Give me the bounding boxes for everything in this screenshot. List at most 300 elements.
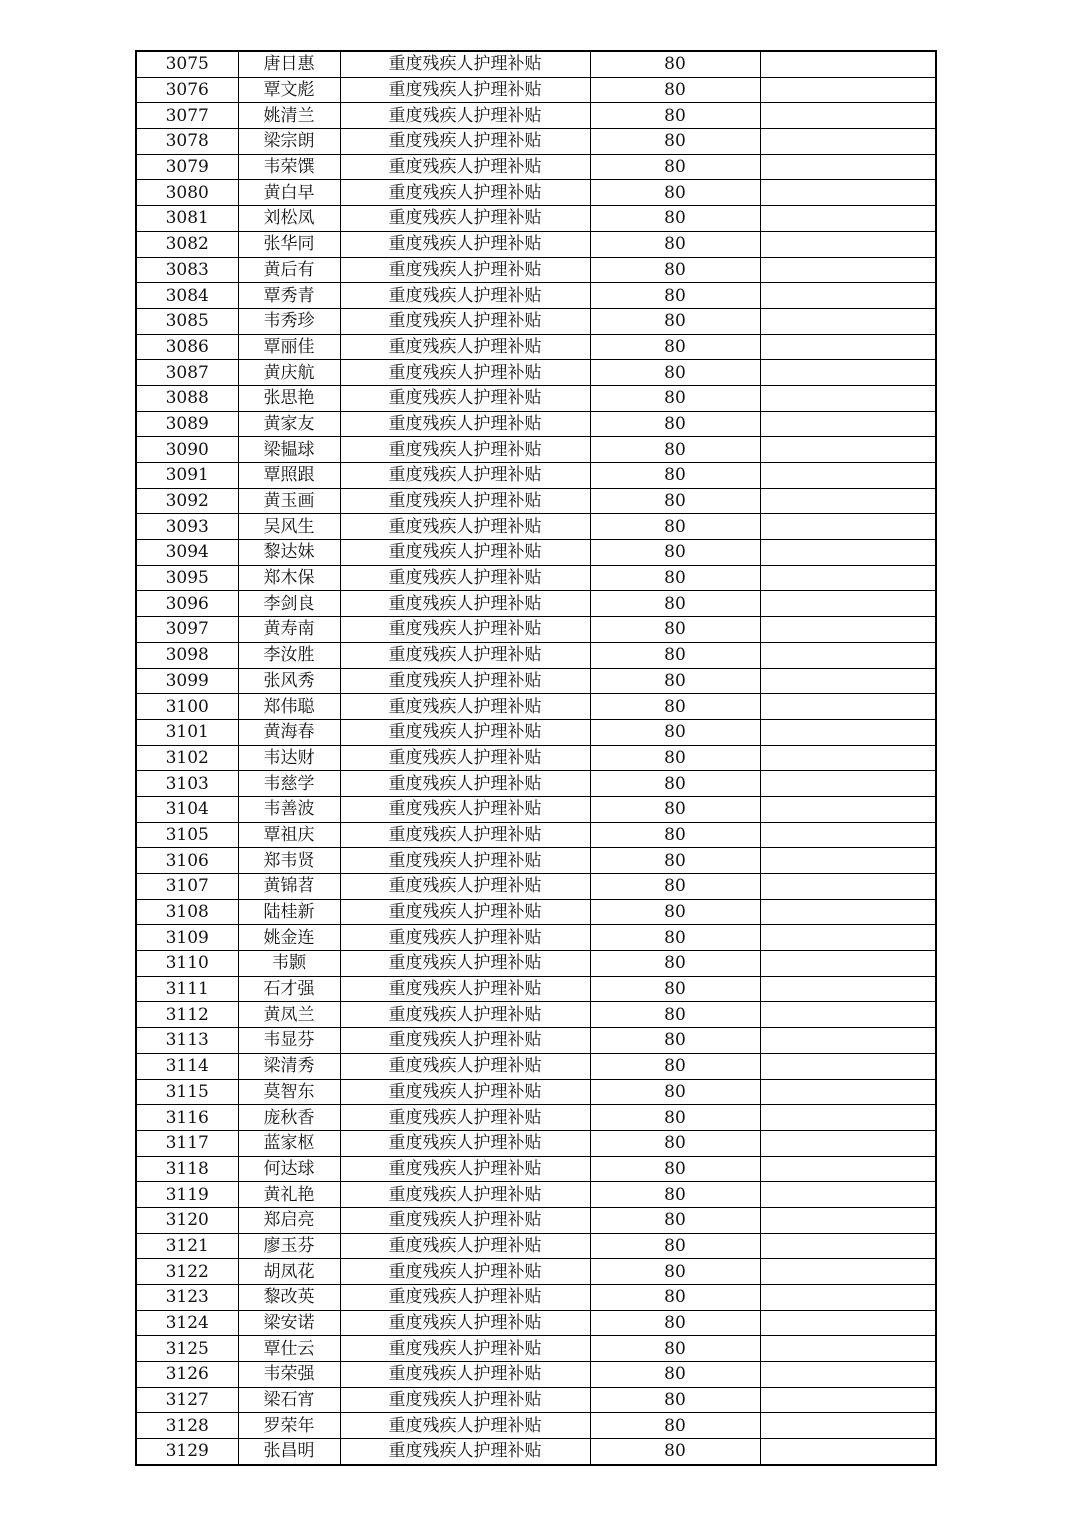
table-row bbox=[136, 308, 936, 334]
note-cell bbox=[760, 103, 936, 129]
amount-cell: 80 bbox=[590, 1362, 760, 1388]
name-cell: 覃秀青 bbox=[238, 283, 340, 309]
row-number-cell: 3078 bbox=[136, 129, 238, 155]
row-number-cell: 3121 bbox=[136, 1233, 238, 1259]
note-cell bbox=[760, 822, 936, 848]
subsidy-type-cell: 重度残疾人护理补贴 bbox=[340, 591, 590, 617]
name-cell: 黄后有 bbox=[238, 257, 340, 283]
amount-cell: 80 bbox=[590, 565, 760, 591]
row-number-cell: 3124 bbox=[136, 1310, 238, 1336]
name-cell: 韦显芬 bbox=[238, 1028, 340, 1054]
name-cell: 胡凤花 bbox=[238, 1259, 340, 1285]
row-number-cell: 3080 bbox=[136, 180, 238, 206]
amount-cell: 80 bbox=[590, 488, 760, 514]
note-cell bbox=[760, 1028, 936, 1054]
subsidy-type-cell: 重度残疾人护理补贴 bbox=[340, 1053, 590, 1079]
name-cell: 黄家友 bbox=[238, 411, 340, 437]
subsidy-type-cell: 重度残疾人护理补贴 bbox=[340, 257, 590, 283]
table-row bbox=[136, 925, 936, 951]
row-number-cell: 3091 bbox=[136, 463, 238, 489]
amount-cell: 80 bbox=[590, 437, 760, 463]
subsidy-type-cell: 重度残疾人护理补贴 bbox=[340, 308, 590, 334]
row-number-cell: 3093 bbox=[136, 514, 238, 540]
table-row bbox=[136, 617, 936, 643]
amount-cell: 80 bbox=[590, 463, 760, 489]
table-row bbox=[136, 129, 936, 155]
subsidy-type-cell: 重度残疾人护理补贴 bbox=[340, 1310, 590, 1336]
amount-cell: 80 bbox=[590, 360, 760, 386]
note-cell bbox=[760, 1439, 936, 1465]
table-row bbox=[136, 1285, 936, 1311]
row-number-cell: 3082 bbox=[136, 231, 238, 257]
row-number-cell: 3122 bbox=[136, 1259, 238, 1285]
amount-cell: 80 bbox=[590, 1105, 760, 1131]
table-row bbox=[136, 1310, 936, 1336]
name-cell: 石才强 bbox=[238, 976, 340, 1002]
note-cell bbox=[760, 51, 936, 77]
name-cell: 韦秀珍 bbox=[238, 308, 340, 334]
table-row bbox=[136, 103, 936, 129]
amount-cell: 80 bbox=[590, 308, 760, 334]
table-row bbox=[136, 1362, 936, 1388]
table-row bbox=[136, 1207, 936, 1233]
amount-cell: 80 bbox=[590, 1285, 760, 1311]
subsidy-type-cell: 重度残疾人护理补贴 bbox=[340, 1259, 590, 1285]
subsidy-type-cell: 重度残疾人护理补贴 bbox=[340, 1233, 590, 1259]
amount-cell: 80 bbox=[590, 103, 760, 129]
note-cell bbox=[760, 206, 936, 232]
row-number-cell: 3112 bbox=[136, 1002, 238, 1028]
note-cell bbox=[760, 848, 936, 874]
subsidy-type-cell: 重度残疾人护理补贴 bbox=[340, 951, 590, 977]
note-cell bbox=[760, 463, 936, 489]
name-cell: 姚金连 bbox=[238, 925, 340, 951]
table-row bbox=[136, 334, 936, 360]
table-row bbox=[136, 951, 936, 977]
table-row bbox=[136, 1413, 936, 1439]
subsidy-type-cell: 重度残疾人护理补贴 bbox=[340, 1336, 590, 1362]
amount-cell: 80 bbox=[590, 1207, 760, 1233]
row-number-cell: 3117 bbox=[136, 1130, 238, 1156]
table-body bbox=[136, 51, 936, 1465]
note-cell bbox=[760, 514, 936, 540]
table-row bbox=[136, 1130, 936, 1156]
row-number-cell: 3089 bbox=[136, 411, 238, 437]
note-cell bbox=[760, 591, 936, 617]
name-cell: 廖玉芬 bbox=[238, 1233, 340, 1259]
name-cell: 张风秀 bbox=[238, 668, 340, 694]
subsidy-type-cell: 重度残疾人护理补贴 bbox=[340, 1362, 590, 1388]
table-row bbox=[136, 1028, 936, 1054]
amount-cell: 80 bbox=[590, 540, 760, 566]
note-cell bbox=[760, 668, 936, 694]
row-number-cell: 3083 bbox=[136, 257, 238, 283]
note-cell bbox=[760, 719, 936, 745]
amount-cell: 80 bbox=[590, 1439, 760, 1465]
amount-cell: 80 bbox=[590, 1156, 760, 1182]
subsidy-type-cell: 重度残疾人护理补贴 bbox=[340, 129, 590, 155]
subsidy-type-cell: 重度残疾人护理补贴 bbox=[340, 668, 590, 694]
row-number-cell: 3092 bbox=[136, 488, 238, 514]
row-number-cell: 3120 bbox=[136, 1207, 238, 1233]
amount-cell: 80 bbox=[590, 1310, 760, 1336]
row-number-cell: 3084 bbox=[136, 283, 238, 309]
table-row bbox=[136, 822, 936, 848]
name-cell: 蓝家枢 bbox=[238, 1130, 340, 1156]
name-cell: 刘松凤 bbox=[238, 206, 340, 232]
note-cell bbox=[760, 1105, 936, 1131]
name-cell: 张思艳 bbox=[238, 385, 340, 411]
note-cell bbox=[760, 488, 936, 514]
name-cell: 黎改英 bbox=[238, 1285, 340, 1311]
subsidy-type-cell: 重度残疾人护理补贴 bbox=[340, 154, 590, 180]
row-number-cell: 3099 bbox=[136, 668, 238, 694]
amount-cell: 80 bbox=[590, 1259, 760, 1285]
amount-cell: 80 bbox=[590, 951, 760, 977]
row-number-cell: 3090 bbox=[136, 437, 238, 463]
amount-cell: 80 bbox=[590, 257, 760, 283]
subsidy-type-cell: 重度残疾人护理补贴 bbox=[340, 874, 590, 900]
amount-cell: 80 bbox=[590, 1336, 760, 1362]
subsidy-type-cell: 重度残疾人护理补贴 bbox=[340, 565, 590, 591]
table-row bbox=[136, 180, 936, 206]
name-cell: 张昌明 bbox=[238, 1439, 340, 1465]
note-cell bbox=[760, 540, 936, 566]
table-row bbox=[136, 1233, 936, 1259]
subsidy-type-cell: 重度残疾人护理补贴 bbox=[340, 231, 590, 257]
name-cell: 覃文彪 bbox=[238, 77, 340, 103]
name-cell: 梁安诺 bbox=[238, 1310, 340, 1336]
name-cell: 覃仕云 bbox=[238, 1336, 340, 1362]
subsidy-type-cell: 重度残疾人护理补贴 bbox=[340, 51, 590, 77]
table-row bbox=[136, 642, 936, 668]
amount-cell: 80 bbox=[590, 822, 760, 848]
table-row bbox=[136, 1002, 936, 1028]
amount-cell: 80 bbox=[590, 1002, 760, 1028]
table-row bbox=[136, 257, 936, 283]
subsidy-type-cell: 重度残疾人护理补贴 bbox=[340, 925, 590, 951]
amount-cell: 80 bbox=[590, 668, 760, 694]
table-row bbox=[136, 411, 936, 437]
table-row bbox=[136, 1079, 936, 1105]
note-cell bbox=[760, 771, 936, 797]
note-cell bbox=[760, 1336, 936, 1362]
subsidy-type-cell: 重度残疾人护理补贴 bbox=[340, 771, 590, 797]
note-cell bbox=[760, 976, 936, 1002]
table-row bbox=[136, 796, 936, 822]
row-number-cell: 3113 bbox=[136, 1028, 238, 1054]
amount-cell: 80 bbox=[590, 1182, 760, 1208]
subsidy-type-cell: 重度残疾人护理补贴 bbox=[340, 617, 590, 643]
table-row bbox=[136, 77, 936, 103]
name-cell: 梁韫球 bbox=[238, 437, 340, 463]
row-number-cell: 3079 bbox=[136, 154, 238, 180]
note-cell bbox=[760, 796, 936, 822]
table-row bbox=[136, 1259, 936, 1285]
row-number-cell: 3100 bbox=[136, 694, 238, 720]
amount-cell: 80 bbox=[590, 77, 760, 103]
table-row bbox=[136, 1439, 936, 1465]
name-cell: 黄礼艳 bbox=[238, 1182, 340, 1208]
note-cell bbox=[760, 231, 936, 257]
name-cell: 黄白早 bbox=[238, 180, 340, 206]
name-cell: 韦善波 bbox=[238, 796, 340, 822]
name-cell: 韦荣强 bbox=[238, 1362, 340, 1388]
note-cell bbox=[760, 257, 936, 283]
table-row bbox=[136, 565, 936, 591]
row-number-cell: 3108 bbox=[136, 899, 238, 925]
subsidy-type-cell: 重度残疾人护理补贴 bbox=[340, 437, 590, 463]
note-cell bbox=[760, 283, 936, 309]
row-number-cell: 3106 bbox=[136, 848, 238, 874]
name-cell: 韦颢 bbox=[238, 951, 340, 977]
row-number-cell: 3097 bbox=[136, 617, 238, 643]
note-cell bbox=[760, 1053, 936, 1079]
table-row bbox=[136, 771, 936, 797]
table-row bbox=[136, 51, 936, 77]
note-cell bbox=[760, 129, 936, 155]
name-cell: 莫智东 bbox=[238, 1079, 340, 1105]
table-row bbox=[136, 514, 936, 540]
row-number-cell: 3095 bbox=[136, 565, 238, 591]
amount-cell: 80 bbox=[590, 1053, 760, 1079]
subsidy-type-cell: 重度残疾人护理补贴 bbox=[340, 206, 590, 232]
row-number-cell: 3075 bbox=[136, 51, 238, 77]
row-number-cell: 3094 bbox=[136, 540, 238, 566]
row-number-cell: 3118 bbox=[136, 1156, 238, 1182]
table-row bbox=[136, 694, 936, 720]
row-number-cell: 3107 bbox=[136, 874, 238, 900]
note-cell bbox=[760, 77, 936, 103]
amount-cell: 80 bbox=[590, 283, 760, 309]
table-row bbox=[136, 1182, 936, 1208]
note-cell bbox=[760, 1362, 936, 1388]
name-cell: 罗荣年 bbox=[238, 1413, 340, 1439]
name-cell: 郑木保 bbox=[238, 565, 340, 591]
row-number-cell: 3115 bbox=[136, 1079, 238, 1105]
name-cell: 黄寿南 bbox=[238, 617, 340, 643]
table-row bbox=[136, 360, 936, 386]
amount-cell: 80 bbox=[590, 899, 760, 925]
name-cell: 韦达财 bbox=[238, 745, 340, 771]
note-cell bbox=[760, 1156, 936, 1182]
row-number-cell: 3101 bbox=[136, 719, 238, 745]
amount-cell: 80 bbox=[590, 719, 760, 745]
row-number-cell: 3081 bbox=[136, 206, 238, 232]
subsidy-type-cell: 重度残疾人护理补贴 bbox=[340, 1130, 590, 1156]
note-cell bbox=[760, 334, 936, 360]
row-number-cell: 3102 bbox=[136, 745, 238, 771]
name-cell: 陆桂新 bbox=[238, 899, 340, 925]
note-cell bbox=[760, 308, 936, 334]
note-cell bbox=[760, 617, 936, 643]
amount-cell: 80 bbox=[590, 694, 760, 720]
amount-cell: 80 bbox=[590, 1233, 760, 1259]
name-cell: 姚清兰 bbox=[238, 103, 340, 129]
amount-cell: 80 bbox=[590, 206, 760, 232]
name-cell: 黄庆航 bbox=[238, 360, 340, 386]
subsidy-type-cell: 重度残疾人护理补贴 bbox=[340, 1182, 590, 1208]
row-number-cell: 3129 bbox=[136, 1439, 238, 1465]
amount-cell: 80 bbox=[590, 334, 760, 360]
table-row bbox=[136, 540, 936, 566]
table-row bbox=[136, 1156, 936, 1182]
table-row bbox=[136, 283, 936, 309]
subsidy-type-cell: 重度残疾人护理补贴 bbox=[340, 1387, 590, 1413]
subsidy-type-cell: 重度残疾人护理补贴 bbox=[340, 1207, 590, 1233]
subsidy-type-cell: 重度残疾人护理补贴 bbox=[340, 1105, 590, 1131]
table-row bbox=[136, 385, 936, 411]
name-cell: 黄凤兰 bbox=[238, 1002, 340, 1028]
subsidy-table bbox=[135, 50, 937, 1466]
row-number-cell: 3088 bbox=[136, 385, 238, 411]
note-cell bbox=[760, 951, 936, 977]
amount-cell: 80 bbox=[590, 1079, 760, 1105]
subsidy-type-cell: 重度残疾人护理补贴 bbox=[340, 976, 590, 1002]
name-cell: 黄玉画 bbox=[238, 488, 340, 514]
note-cell bbox=[760, 154, 936, 180]
note-cell bbox=[760, 565, 936, 591]
table-row bbox=[136, 231, 936, 257]
amount-cell: 80 bbox=[590, 129, 760, 155]
subsidy-type-cell: 重度残疾人护理补贴 bbox=[340, 1413, 590, 1439]
subsidy-type-cell: 重度残疾人护理补贴 bbox=[340, 642, 590, 668]
name-cell: 韦荣馔 bbox=[238, 154, 340, 180]
subsidy-type-cell: 重度残疾人护理补贴 bbox=[340, 540, 590, 566]
table-row bbox=[136, 1053, 936, 1079]
table-row bbox=[136, 437, 936, 463]
note-cell bbox=[760, 1002, 936, 1028]
name-cell: 梁石宵 bbox=[238, 1387, 340, 1413]
name-cell: 张华同 bbox=[238, 231, 340, 257]
name-cell: 李剑良 bbox=[238, 591, 340, 617]
subsidy-type-cell: 重度残疾人护理补贴 bbox=[340, 1439, 590, 1465]
amount-cell: 80 bbox=[590, 1028, 760, 1054]
name-cell: 覃丽佳 bbox=[238, 334, 340, 360]
amount-cell: 80 bbox=[590, 1130, 760, 1156]
subsidy-type-cell: 重度残疾人护理补贴 bbox=[340, 796, 590, 822]
subsidy-type-cell: 重度残疾人护理补贴 bbox=[340, 488, 590, 514]
note-cell bbox=[760, 411, 936, 437]
subsidy-type-cell: 重度残疾人护理补贴 bbox=[340, 1028, 590, 1054]
row-number-cell: 3086 bbox=[136, 334, 238, 360]
subsidy-type-cell: 重度残疾人护理补贴 bbox=[340, 360, 590, 386]
row-number-cell: 3098 bbox=[136, 642, 238, 668]
name-cell: 梁清秀 bbox=[238, 1053, 340, 1079]
table-row bbox=[136, 848, 936, 874]
name-cell: 梁宗朗 bbox=[238, 129, 340, 155]
note-cell bbox=[760, 385, 936, 411]
subsidy-type-cell: 重度残疾人护理补贴 bbox=[340, 103, 590, 129]
table-row bbox=[136, 206, 936, 232]
amount-cell: 80 bbox=[590, 796, 760, 822]
amount-cell: 80 bbox=[590, 51, 760, 77]
note-cell bbox=[760, 899, 936, 925]
row-number-cell: 3085 bbox=[136, 308, 238, 334]
amount-cell: 80 bbox=[590, 231, 760, 257]
amount-cell: 80 bbox=[590, 591, 760, 617]
note-cell bbox=[760, 874, 936, 900]
amount-cell: 80 bbox=[590, 1387, 760, 1413]
subsidy-type-cell: 重度残疾人护理补贴 bbox=[340, 848, 590, 874]
amount-cell: 80 bbox=[590, 771, 760, 797]
name-cell: 何达球 bbox=[238, 1156, 340, 1182]
amount-cell: 80 bbox=[590, 642, 760, 668]
note-cell bbox=[760, 437, 936, 463]
subsidy-type-cell: 重度残疾人护理补贴 bbox=[340, 385, 590, 411]
note-cell bbox=[760, 1387, 936, 1413]
amount-cell: 80 bbox=[590, 180, 760, 206]
row-number-cell: 3105 bbox=[136, 822, 238, 848]
table-row bbox=[136, 463, 936, 489]
subsidy-type-cell: 重度残疾人护理补贴 bbox=[340, 745, 590, 771]
subsidy-type-cell: 重度残疾人护理补贴 bbox=[340, 1002, 590, 1028]
name-cell: 吴风生 bbox=[238, 514, 340, 540]
row-number-cell: 3111 bbox=[136, 976, 238, 1002]
note-cell bbox=[760, 745, 936, 771]
name-cell: 庞秋香 bbox=[238, 1105, 340, 1131]
table-row bbox=[136, 591, 936, 617]
subsidy-type-cell: 重度残疾人护理补贴 bbox=[340, 1079, 590, 1105]
note-cell bbox=[760, 360, 936, 386]
amount-cell: 80 bbox=[590, 385, 760, 411]
amount-cell: 80 bbox=[590, 514, 760, 540]
note-cell bbox=[760, 1182, 936, 1208]
row-number-cell: 3123 bbox=[136, 1285, 238, 1311]
table-row bbox=[136, 899, 936, 925]
subsidy-type-cell: 重度残疾人护理补贴 bbox=[340, 899, 590, 925]
row-number-cell: 3104 bbox=[136, 796, 238, 822]
subsidy-type-cell: 重度残疾人护理补贴 bbox=[340, 719, 590, 745]
row-number-cell: 3103 bbox=[136, 771, 238, 797]
table-row bbox=[136, 976, 936, 1002]
subsidy-type-cell: 重度残疾人护理补贴 bbox=[340, 822, 590, 848]
subsidy-type-cell: 重度残疾人护理补贴 bbox=[340, 514, 590, 540]
name-cell: 唐日惠 bbox=[238, 51, 340, 77]
table-row bbox=[136, 745, 936, 771]
table-row bbox=[136, 668, 936, 694]
subsidy-type-cell: 重度残疾人护理补贴 bbox=[340, 1285, 590, 1311]
subsidy-type-cell: 重度残疾人护理补贴 bbox=[340, 283, 590, 309]
table-row bbox=[136, 1105, 936, 1131]
note-cell bbox=[760, 1413, 936, 1439]
row-number-cell: 3096 bbox=[136, 591, 238, 617]
amount-cell: 80 bbox=[590, 976, 760, 1002]
subsidy-type-cell: 重度残疾人护理补贴 bbox=[340, 411, 590, 437]
table-row bbox=[136, 1336, 936, 1362]
name-cell: 李汝胜 bbox=[238, 642, 340, 668]
row-number-cell: 3110 bbox=[136, 951, 238, 977]
note-cell bbox=[760, 1233, 936, 1259]
name-cell: 韦慈学 bbox=[238, 771, 340, 797]
note-cell bbox=[760, 1207, 936, 1233]
amount-cell: 80 bbox=[590, 1413, 760, 1439]
name-cell: 覃照跟 bbox=[238, 463, 340, 489]
subsidy-type-cell: 重度残疾人护理补贴 bbox=[340, 694, 590, 720]
row-number-cell: 3076 bbox=[136, 77, 238, 103]
name-cell: 黎达妹 bbox=[238, 540, 340, 566]
table-row bbox=[136, 154, 936, 180]
row-number-cell: 3109 bbox=[136, 925, 238, 951]
subsidy-type-cell: 重度残疾人护理补贴 bbox=[340, 463, 590, 489]
row-number-cell: 3114 bbox=[136, 1053, 238, 1079]
note-cell bbox=[760, 1285, 936, 1311]
name-cell: 郑韦贤 bbox=[238, 848, 340, 874]
name-cell: 黄锦苕 bbox=[238, 874, 340, 900]
amount-cell: 80 bbox=[590, 848, 760, 874]
name-cell: 黄海春 bbox=[238, 719, 340, 745]
amount-cell: 80 bbox=[590, 617, 760, 643]
